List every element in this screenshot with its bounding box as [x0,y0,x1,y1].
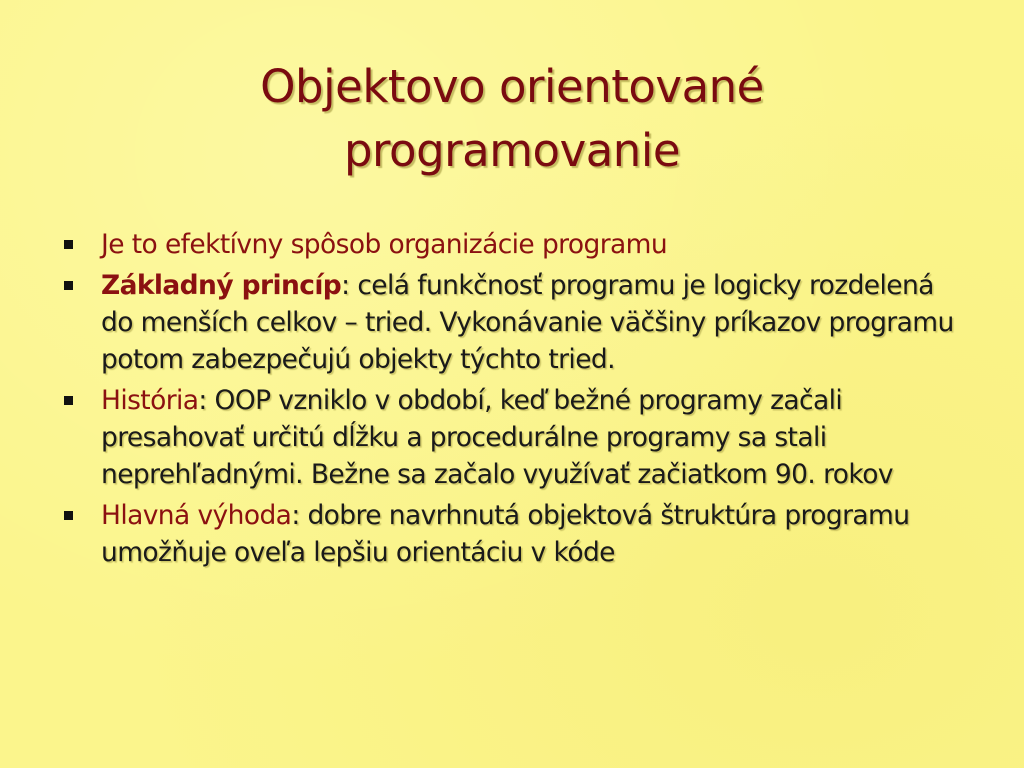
bullet-body: : celá funkčnosť programu je logicky rozdelená do menších celkov – tried. Vykonávanie väčšiny príkazov programu potom zabezpečujú objekty týchto tried. [101,270,954,375]
square-bullet-icon [64,240,73,249]
bullet-item-advantage [64,497,964,571]
slide-title-line-1: Objektovo orientované [260,60,764,113]
slide-title [0,55,1024,183]
bullet-list [64,226,964,575]
bullet-lead: História [101,385,199,416]
bullet-item-history [64,382,964,493]
bullet-body: : dobre navrhnutá objektová štruktúra programu umožňuje oveľa lepšiu orientáciu v kóde [101,500,910,568]
bullet-body: : OOP vzniklo v období, keď bežné programy začali presahovať určitú dĺžku a procedurálne programy sa stali neprehľadnými. Bežne sa začalo využívať začiatkom 90. rokov [101,385,893,490]
square-bullet-icon [64,281,73,290]
square-bullet-icon [64,511,73,520]
bullet-lead: Hlavná výhoda [101,500,292,531]
bullet-lead: Základný princíp [101,270,342,301]
bullet-item-definition [64,226,964,263]
square-bullet-icon [64,396,73,405]
slide-title-line-2: programovanie [343,124,681,177]
bullet-item-principle [64,267,964,378]
bullet-text: Je to efektívny spôsob organizácie programu [101,229,668,260]
